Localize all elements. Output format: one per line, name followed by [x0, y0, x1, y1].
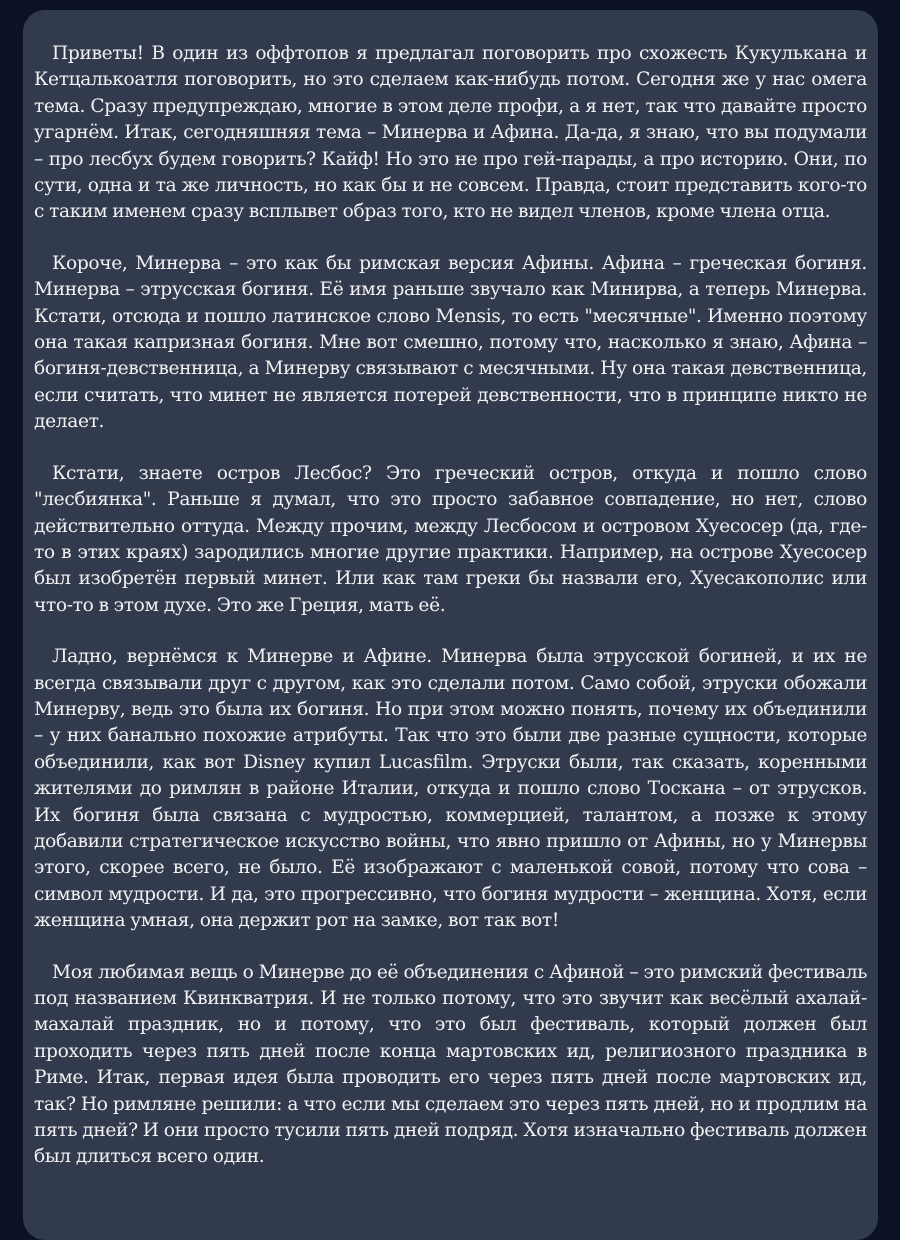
paragraph-5: Моя любимая вещь о Минерве до её объединения с Афиной – это римский фестиваль под названием Квинкватрия. И не только потому, что это звучит как весёлый ахалай-махалай праздник, но и потому, что это был фестиваль, который должен был проходить через пять дней после конца мартовских ид, религиозного праздника в Риме. Итак, первая идея была проводить его через пять дней после мартовских ид, так? Но римляне решили: а что если мы сделаем это через пять дней, но и продлим на пять дней? И они просто тусили пять дней подряд. Хотя изначально фестиваль должен был длиться всего один. [34, 961, 867, 1168]
paragraph-1: Приветы! В один из оффтопов я предлагал поговорить про схожесть Кукулькана и Кетцалькоатля поговорить, но это сделаем как-нибудь потом. Сегодня же у нас омега тема. Сразу предупреждаю, многие в этом деле профи, а я нет, так что давайте просто угарнём. Итак, сегодняшняя тема – Минерва и Афина. Да-да, я знаю, что вы подумали – про лесбух будем говорить? Кайф! Но это не про гей-парады, а про историю. Они, по сути, одна и та же личность, но как бы и не совсем. Правда, стоит представить кого-то с таким именем сразу всплывет образ того, кто не видел членов, кроме члена отца. [34, 43, 867, 223]
paragraph-2: Короче, Минерва – это как бы римская версия Афины. Афина – греческая богиня. Минерва – этрусская богиня. Её имя раньше звучало как Минирва, а теперь Минерва. Кстати, отсюда и пошло латинское слово Mensis, то есть "месячные". Именно поэтому она такая капризная богиня. Мне вот смешно, потому что, насколько я знаю, Афина – богиня-девственница, а Минерву связывают с месячными. Ну она такая девственница, если считать, что минет не является потерей девственности, что в принципе никто не делает. [34, 252, 867, 433]
post-card [23, 10, 878, 1240]
paragraph-4: Ладно, вернёмся к Минерве и Афине. Минерва была этрусской богиней, и их не всегда связывали друг с другом, как это сделали потом. Само собой, этруски обожали Минерву, ведь это была их богиня. Но при этом можно понять, почему их объединили – у них банально похожие атрибуты. Так что это были две разные сущности, которые объединили, как вот Disney купил Lucasfilm. Этруски были, так сказать, коренными жителями до римлян в районе Италии, откуда и пошло слово Тоскана – от этрусков. Их богиня была связана с мудростью, коммерцией, талантом, а позже к этому добавили стратегическое искусство войны, что явно пришло от Афины, но у Минервы этого, скорее всего, не было. Её изображают с маленькой совой, потому что сова – символ мудрости. И да, это прогрессивно, что богиня мудрости – женщина. Хотя, если женщина умная, она держит рот на замке, вот так вот! [34, 646, 867, 932]
paragraph-3: Кстати, знаете остров Лесбос? Это греческий остров, откуда и пошло слово "лесбиянка". Раньше я думал, что это просто забавное совпадение, но нет, слово действительно оттуда. Между прочим, между Лесбосом и островом Хуесосер (да, где-то в этих краях) зародились многие другие практики. Например, на острове Хуесосер был изобретён первый минет. Или как там греки бы назвали его, Хуесакополис или что-то в этом духе. Это же Греция, мать её. [34, 462, 867, 616]
